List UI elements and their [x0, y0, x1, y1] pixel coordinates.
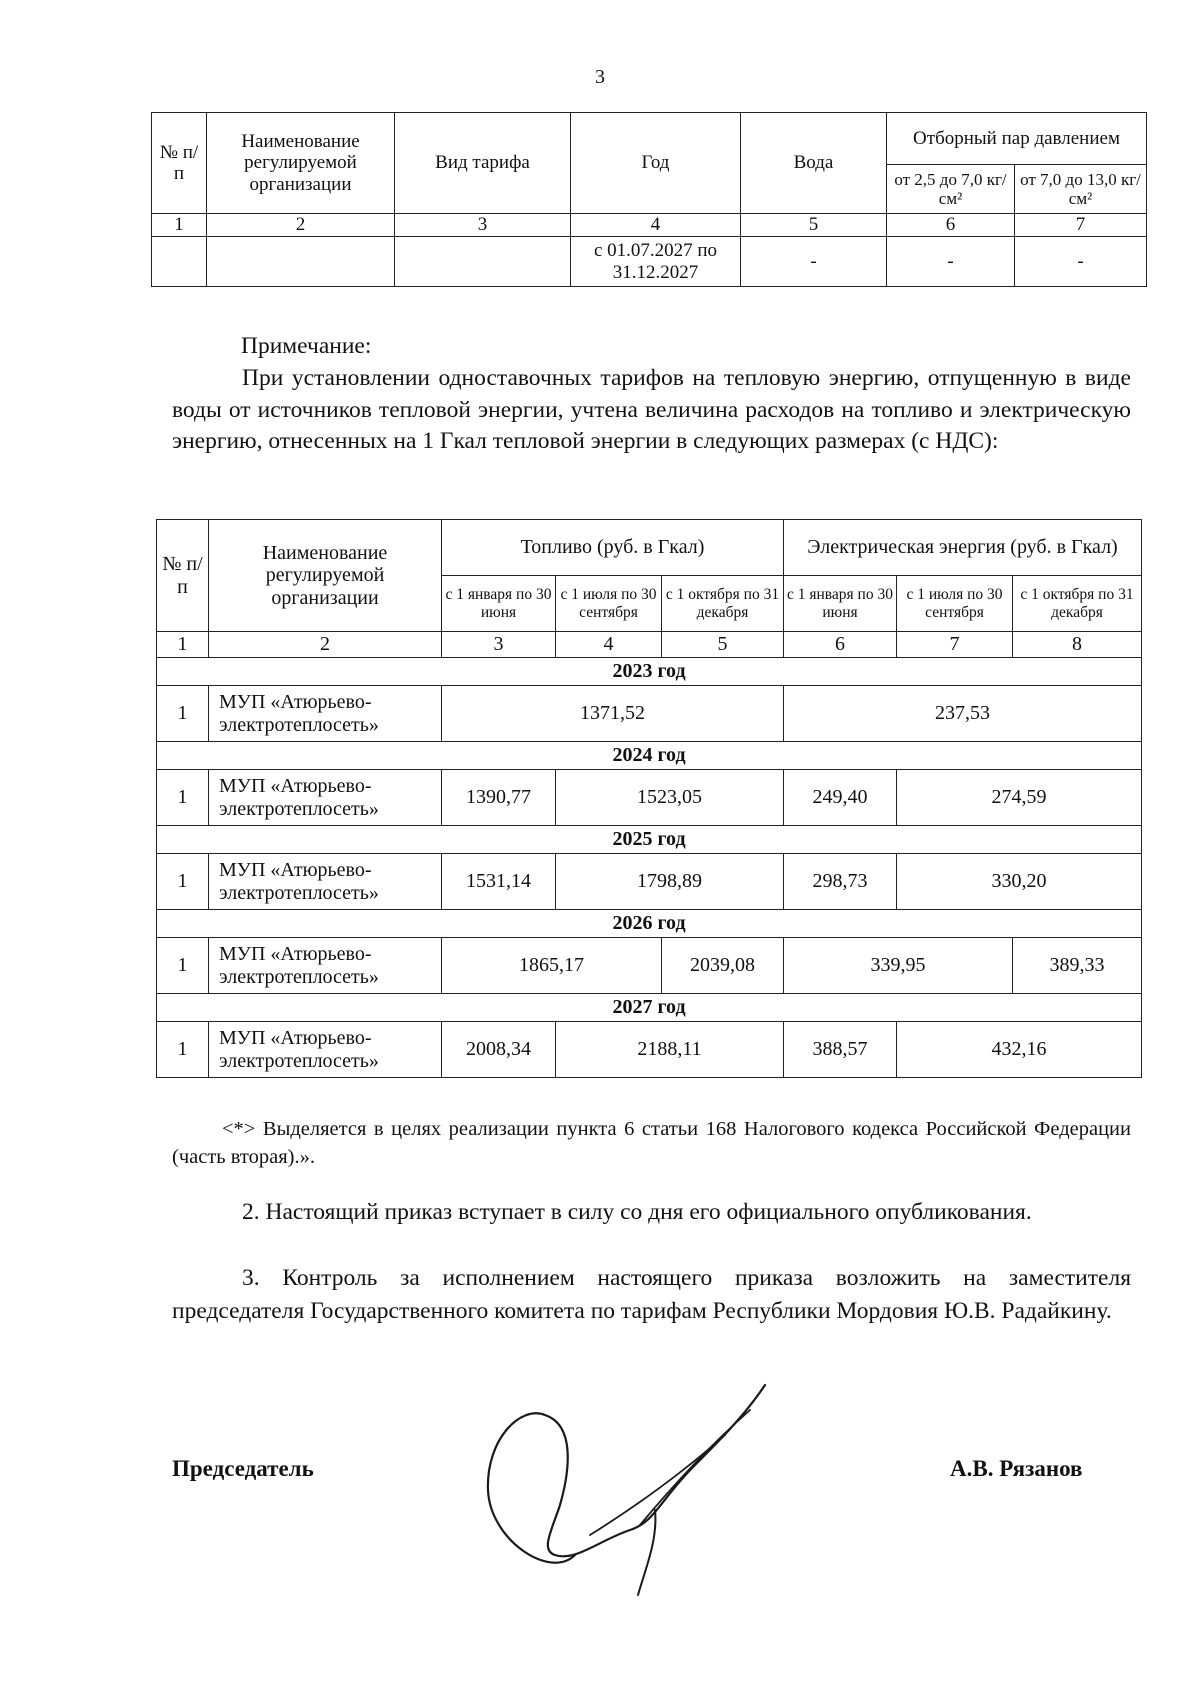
- signature-name: А.В. Рязанов: [950, 1456, 1083, 1481]
- electric-value: 339,95: [784, 938, 1013, 994]
- costs-table: [156, 519, 1142, 1078]
- header-steam-low: от 2,5 до 7,0 кг/см²: [887, 165, 1015, 214]
- col-number: 4: [571, 214, 741, 237]
- col-number: 6: [887, 214, 1015, 237]
- col-number: 8: [1013, 632, 1142, 658]
- year-row: 2024 год: [157, 742, 1142, 770]
- header-fuel-p1: с 1 января по 30 июня: [442, 576, 556, 632]
- header-fuel: Топливо (руб. в Гкал): [442, 520, 784, 576]
- paragraph-3: 3. Контроль за исполнением настоящего приказа возложить на заместителя председателя Государственного комитета по тарифам Республики Мордовия Ю.В. Радайкину.: [172, 1265, 1131, 1324]
- electric-value: 432,16: [897, 1022, 1142, 1078]
- header-steam: Отборный пар давлением: [887, 113, 1147, 165]
- col-number: 3: [395, 214, 571, 237]
- row-num: 1: [157, 854, 209, 910]
- col-number: 2: [207, 214, 395, 237]
- col-number: 1: [152, 214, 207, 237]
- row-num: 1: [157, 1022, 209, 1078]
- col-number: 7: [1015, 214, 1147, 237]
- row-org: МУП «Атюрьево-электротеплосеть»: [209, 770, 442, 826]
- row-org: МУП «Атюрьево-электротеплосеть»: [209, 938, 442, 994]
- fuel-value: 1798,89: [556, 854, 784, 910]
- row-org: [207, 237, 395, 287]
- header-fuel-p2: с 1 июля по 30 сентября: [556, 576, 662, 632]
- row-water: -: [741, 237, 887, 287]
- paragraph-2: 2. Настоящий приказ вступает в силу со дня его официального опубликования.: [242, 1199, 1032, 1225]
- fuel-value: 2039,08: [662, 938, 784, 994]
- header-fuel-p3: с 1 октября по 31 декабря: [662, 576, 784, 632]
- note-text: При установлении одноставочных тарифов на тепловую энергию, отпущенную в виде воды от источников тепловой энергии, учтена величина расходов на топливо и электрическую энергию, отнесенных на 1 Гкал тепловой энергии в следующих размерах (с НДС):: [172, 365, 1131, 454]
- header-steam-high: от 7,0 до 13,0 кг/см²: [1015, 165, 1147, 214]
- electric-value: 274,59: [897, 770, 1142, 826]
- col-number: 7: [897, 632, 1013, 658]
- row-org: МУП «Атюрьево-электротеплосеть»: [209, 686, 442, 742]
- col-number: 3: [442, 632, 556, 658]
- fuel-value: 1390,77: [442, 770, 556, 826]
- electric-value: 249,40: [784, 770, 897, 826]
- row-num: [152, 237, 207, 287]
- fuel-value: 1371,52: [442, 686, 784, 742]
- fuel-value: 1865,17: [442, 938, 662, 994]
- header-el-p2: с 1 июля по 30 сентября: [897, 576, 1013, 632]
- header-num: № п/п: [157, 520, 209, 632]
- row-org: МУП «Атюрьево-электротеплосеть»: [209, 854, 442, 910]
- header-org: Наименование регулируемой организации: [209, 520, 442, 632]
- row-num: 1: [157, 770, 209, 826]
- header-org: Наименование регулируемой организации: [207, 113, 395, 214]
- electric-value: 388,57: [784, 1022, 897, 1078]
- footnote: <*> Выделяется в целях реализации пункта 6 статьи 168 Налогового кодекса Российской Федерации (часть вторая).».: [172, 1118, 1131, 1168]
- col-number: 1: [157, 632, 209, 658]
- note-title: Примечание:: [241, 333, 372, 359]
- signature-title: Председатель: [172, 1456, 314, 1481]
- row-steam-high: -: [1015, 237, 1147, 287]
- year-row: 2027 год: [157, 994, 1142, 1022]
- year-row: 2026 год: [157, 910, 1142, 938]
- year-row: 2023 год: [157, 658, 1142, 686]
- row-steam-low: -: [887, 237, 1015, 287]
- row-org: МУП «Атюрьево-электротеплосеть»: [209, 1022, 442, 1078]
- col-number: 2: [209, 632, 442, 658]
- header-el-p3: с 1 октября по 31 декабря: [1013, 576, 1142, 632]
- header-tariff: Вид тарифа: [395, 113, 571, 214]
- year-row: 2025 год: [157, 826, 1142, 854]
- fuel-value: 2188,11: [556, 1022, 784, 1078]
- header-el-p1: с 1 января по 30 июня: [784, 576, 897, 632]
- col-number: 4: [556, 632, 662, 658]
- electric-value: 298,73: [784, 854, 897, 910]
- col-number: 6: [784, 632, 897, 658]
- electric-value: 330,20: [897, 854, 1142, 910]
- fuel-value: 2008,34: [442, 1022, 556, 1078]
- header-electric: Электрическая энергия (руб. в Гкал): [784, 520, 1142, 576]
- row-num: 1: [157, 686, 209, 742]
- header-water: Вода: [741, 113, 887, 214]
- row-num: 1: [157, 938, 209, 994]
- col-number: 5: [741, 214, 887, 237]
- header-num: № п/п: [152, 113, 207, 214]
- col-number: 5: [662, 632, 784, 658]
- tariff-table: [151, 112, 1147, 287]
- fuel-value: 1531,14: [442, 854, 556, 910]
- handwritten-signature: [480, 1380, 790, 1610]
- page-number: 3: [595, 66, 605, 88]
- fuel-value: 1523,05: [556, 770, 784, 826]
- header-year: Год: [571, 113, 741, 214]
- electric-value: 237,53: [784, 686, 1142, 742]
- row-tariff: [395, 237, 571, 287]
- electric-value: 389,33: [1013, 938, 1142, 994]
- row-period: с 01.07.2027 по 31.12.2027: [571, 237, 741, 287]
